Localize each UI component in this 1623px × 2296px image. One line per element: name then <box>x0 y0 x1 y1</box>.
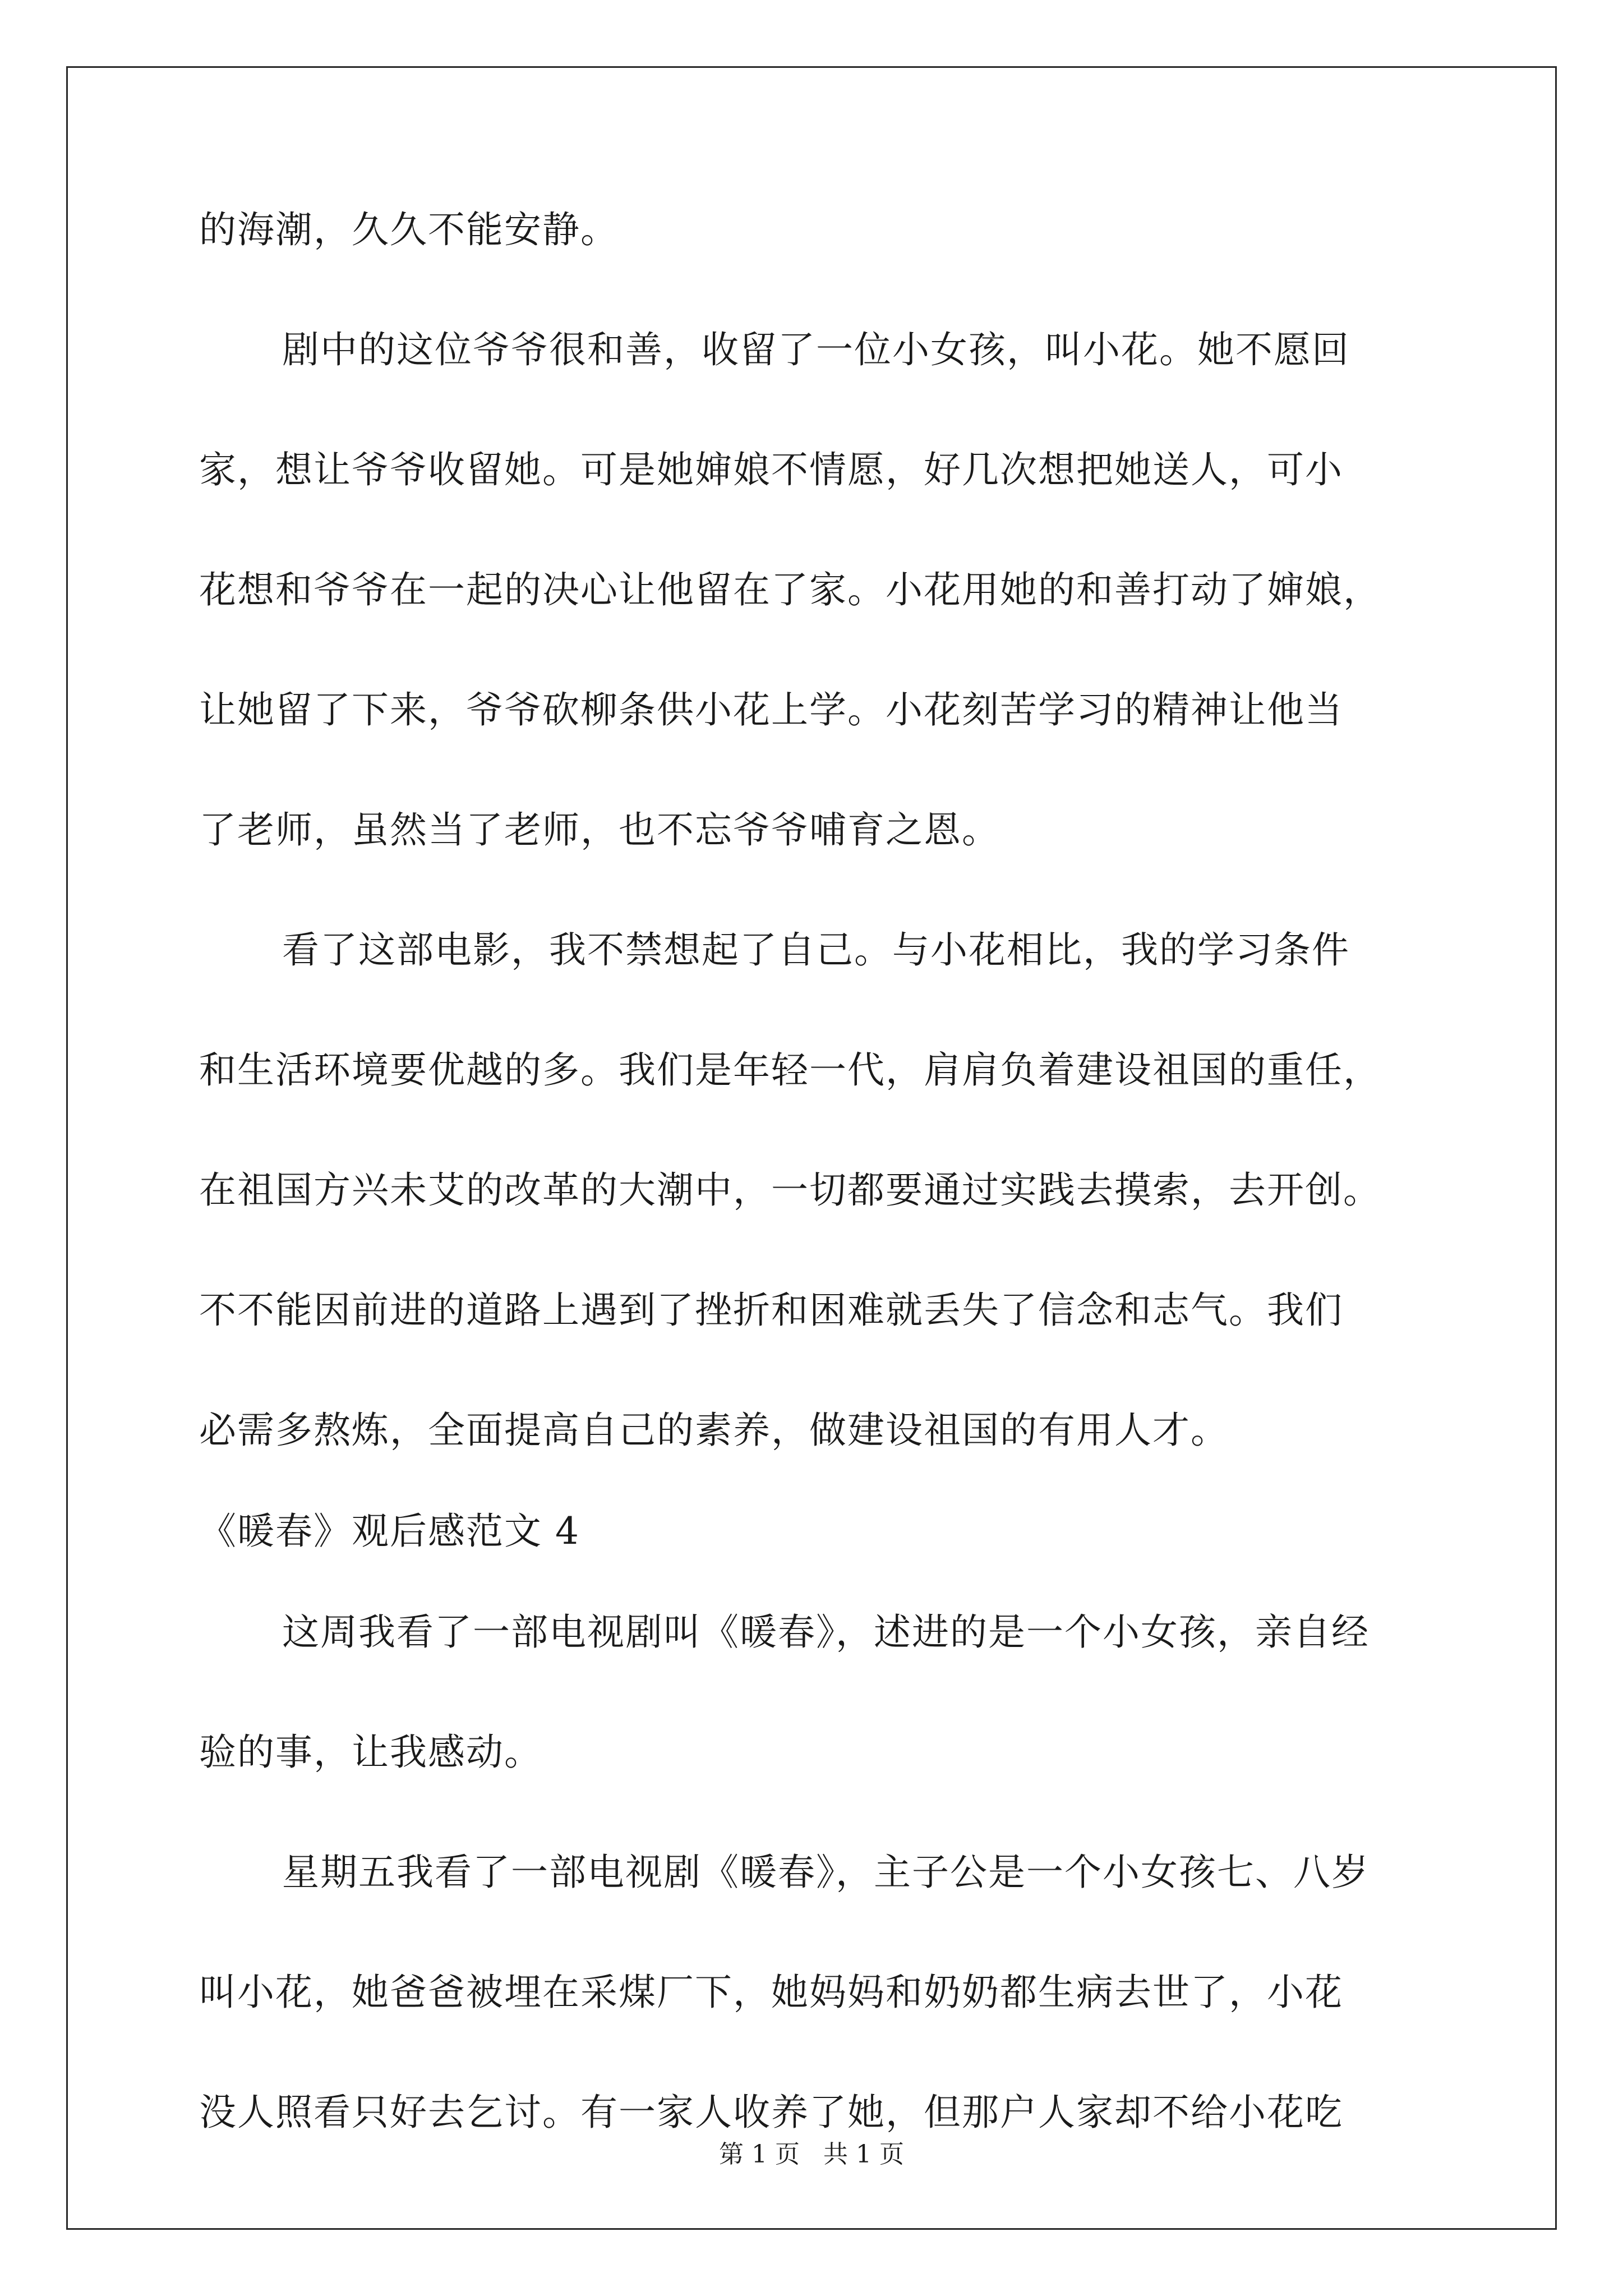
text-line: 必需多熬炼，全面提高自己的素养，做建设祖国的有用人才。 <box>199 1409 1229 1452</box>
paragraph-start-line: 剧中的这位爷爷很和善，收留了一位小女孩，叫小花。她不愿回 <box>282 328 1350 371</box>
text-line: 不不能因前进的道路上遇到了挫折和困难就丢失了信念和志气。我们 <box>199 1289 1343 1332</box>
text-line: 在祖国方兴未艾的改革的大潮中，一切都要通过实践去摸索，去开创。 <box>199 1168 1381 1212</box>
text-line: 和生活环境要优越的多。我们是年轻一代，肩肩负着建设祖国的重任， <box>199 1048 1381 1092</box>
paragraph-start-line: 看了这部电影，我不禁想起了自己。与小花相比，我的学习条件 <box>282 928 1350 972</box>
text-line: 花想和爷爷在一起的决心让他留在了家。小花用她的和善打动了婶娘， <box>199 568 1381 611</box>
paragraph-start-line: 星期五我看了一部电视剧《暖春》，主子公是一个小女孩七、八岁 <box>282 1851 1370 1894</box>
text-line: 验的事，让我感动。 <box>199 1731 542 1774</box>
text-line: 叫小花，她爸爸被埋在采煤厂下，她妈妈和奶奶都生病去世了，小花 <box>199 1971 1343 2014</box>
text-line: 家，想让爷爷收留她。可是她婶娘不情愿，好几次想把她送人，可小 <box>199 448 1343 491</box>
section-heading: 《暖春》观后感范文 4 <box>199 1510 580 1553</box>
page-border <box>66 66 1557 2230</box>
text-line: 了老师，虽然当了老师，也不忘爷爷哺育之恩。 <box>199 808 1000 852</box>
text-line: 的海潮，久久不能安静。 <box>199 208 619 251</box>
page-footer: 第 1 页 共 1 页 <box>719 2140 904 2169</box>
text-line: 让她留了下来，爷爷砍柳条供小花上学。小花刻苦学习的精神让他当 <box>199 688 1343 731</box>
text-line: 没人照看只好去乞讨。有一家人收养了她，但那户人家却不给小花吃 <box>199 2091 1343 2134</box>
paragraph-start-line: 这周我看了一部电视剧叫《暖春》，述进的是一个小女孩，亲自经 <box>282 1611 1370 1654</box>
